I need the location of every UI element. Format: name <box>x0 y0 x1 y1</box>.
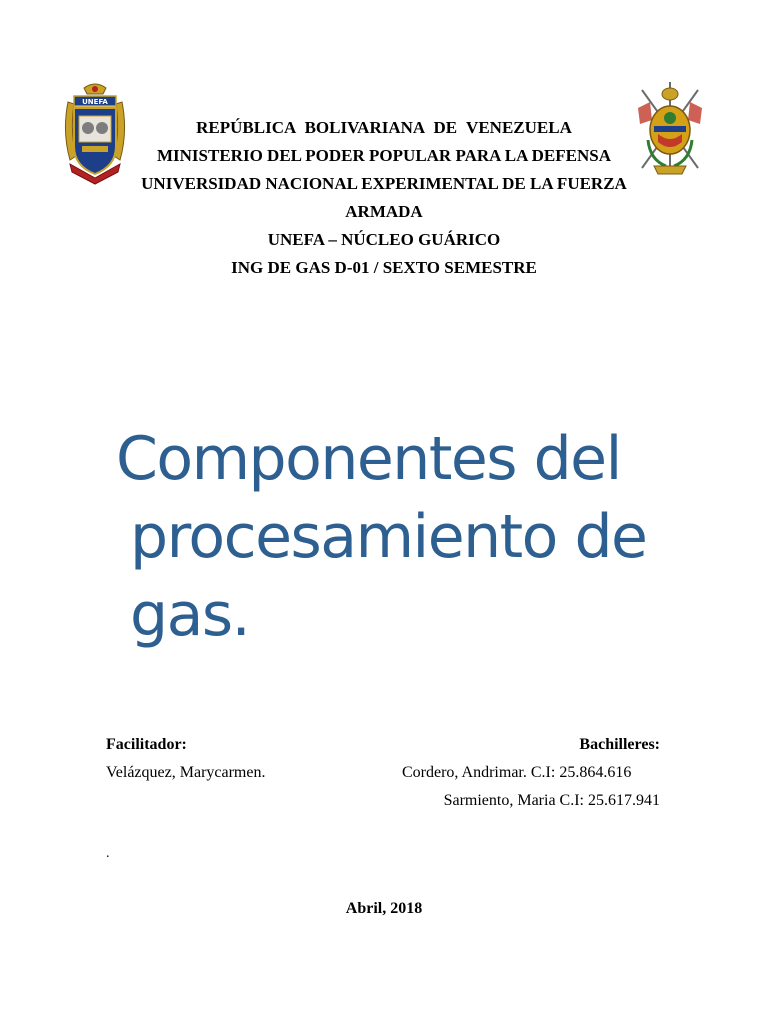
students-label: Bachilleres: <box>579 736 660 753</box>
title-line-2: procesamiento de gas. <box>130 502 647 650</box>
stray-dot: . <box>106 846 110 861</box>
institution-header <box>110 114 658 282</box>
student-1: Cordero, Andrimar. C.I: 25.864.616 <box>402 764 632 781</box>
header-university-cont: ARMADA <box>345 202 423 221</box>
header-course: ING DE GAS D-01 / SEXTO SEMESTRE <box>231 258 537 277</box>
document-date: Abril, 2018 <box>345 900 423 917</box>
document-title <box>110 420 750 654</box>
header-country: REPÚBLICA BOLIVARIANA DE VENEZUELA <box>196 118 572 137</box>
header-ministry: MINISTERIO DEL PODER POPULAR PARA LA DEFENSA <box>156 146 612 165</box>
header-campus: UNEFA – NÚCLEO GUÁRICO <box>267 230 501 249</box>
facilitator-label: Facilitador: <box>106 736 187 753</box>
student-2: Sarmiento, Maria C.I: 25.617.941 <box>443 792 660 809</box>
unefa-logo-text: UNEFA <box>82 98 108 106</box>
title-line-1: Componentes del <box>116 424 621 494</box>
facilitator-name: Velázquez, Marycarmen. <box>106 764 266 781</box>
header-university: UNIVERSIDAD NACIONAL EXPERIMENTAL DE LA FUERZA <box>141 174 627 193</box>
